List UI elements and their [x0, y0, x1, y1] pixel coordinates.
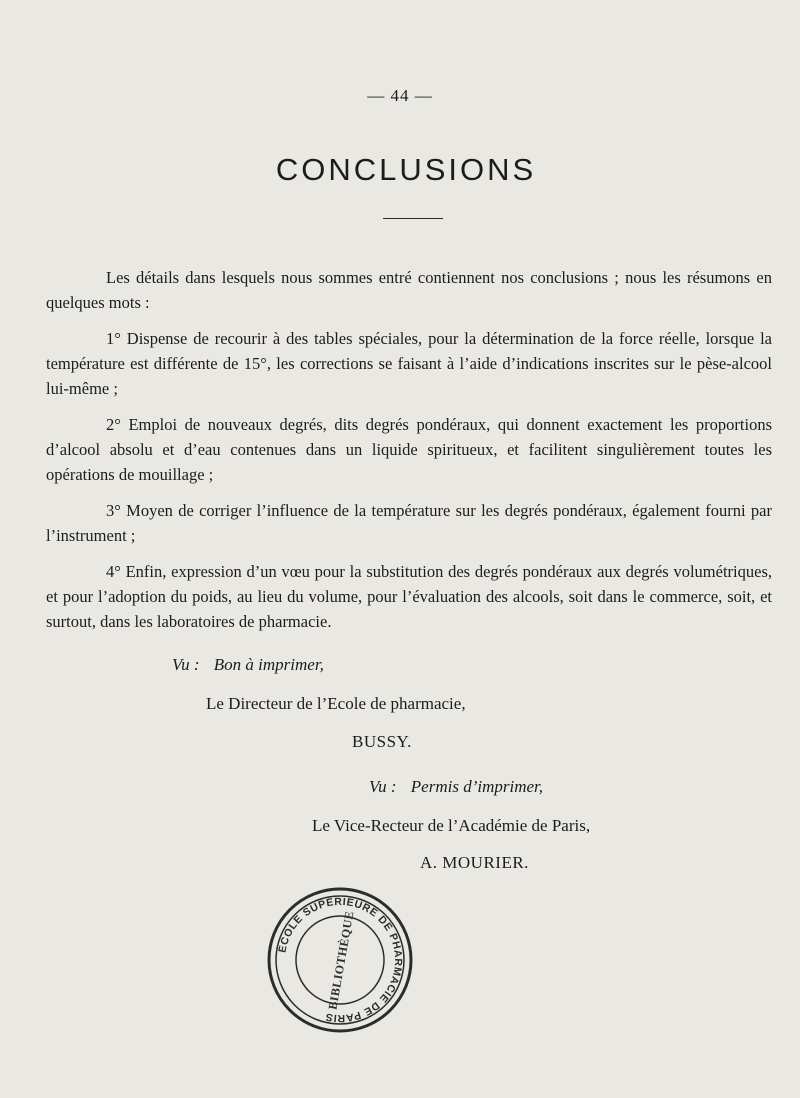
approval1-name: BUSSY.	[352, 732, 412, 751]
approval2-office: Le Vice-Recteur de l’Académie de Paris,	[312, 816, 591, 835]
stamp-outer-text: ÉCOLE SUPÉRIEURE DE PHARMACIE DE PARIS	[276, 895, 405, 1025]
approval1-vu: Vu :	[172, 655, 200, 674]
stamp-inner-text: BIBLIOTHÈQUE	[325, 909, 357, 1011]
approval1-office: Le Directeur de l’Ecole de pharmacie,	[206, 694, 466, 713]
title-rule	[383, 218, 443, 219]
library-stamp	[265, 885, 415, 1035]
paragraph-2: 2° Emploi de nouveaux degrés, dits degrés pondéraux, qui donnent exactement les proportions d’alcool absolu et d’eau contenues dans un liquide spiritueux, et facilitent singulièrement toutes les opérations de mouillage ;	[46, 415, 772, 484]
approval1-formula: Bon à imprimer,	[213, 655, 324, 674]
body-text	[46, 265, 772, 645]
approval2-line	[369, 777, 543, 797]
approval2-vu: Vu :	[369, 777, 397, 796]
paragraph-intro: Les détails dans lesquels nous sommes entré contiennent nos conclusions ; nous les résumons en quelques mots :	[46, 268, 772, 312]
paragraph-1: 1° Dispense de recourir à des tables spéciales, pour la détermination de la force réelle, lorsque la température est différente de 15°, les corrections se faisant à l’aide d’indications inscrites sur le pèse-alcool lui-même ;	[46, 329, 772, 398]
page-title: CONCLUSIONS	[275, 152, 537, 187]
paragraph-3: 3° Moyen de corriger l’influence de la température sur les degrés pondéraux, également fourni par l’instrument ;	[46, 501, 772, 545]
paragraph-4: 4° Enfin, expression d’un vœu pour la substitution des degrés pondéraux aux degrés volumétriques, et pour l’adoption du poids, au lieu du volume, pour l’évaluation des alcools, soit dans le commerce, soit, et surtout, dans les laboratoires de pharmacie.	[46, 562, 772, 631]
page-number: — 44 —	[367, 86, 433, 105]
approval2-formula: Permis d’imprimer,	[410, 777, 544, 796]
approval2-name: A. MOURIER.	[420, 853, 529, 872]
approval1-line	[172, 655, 324, 675]
